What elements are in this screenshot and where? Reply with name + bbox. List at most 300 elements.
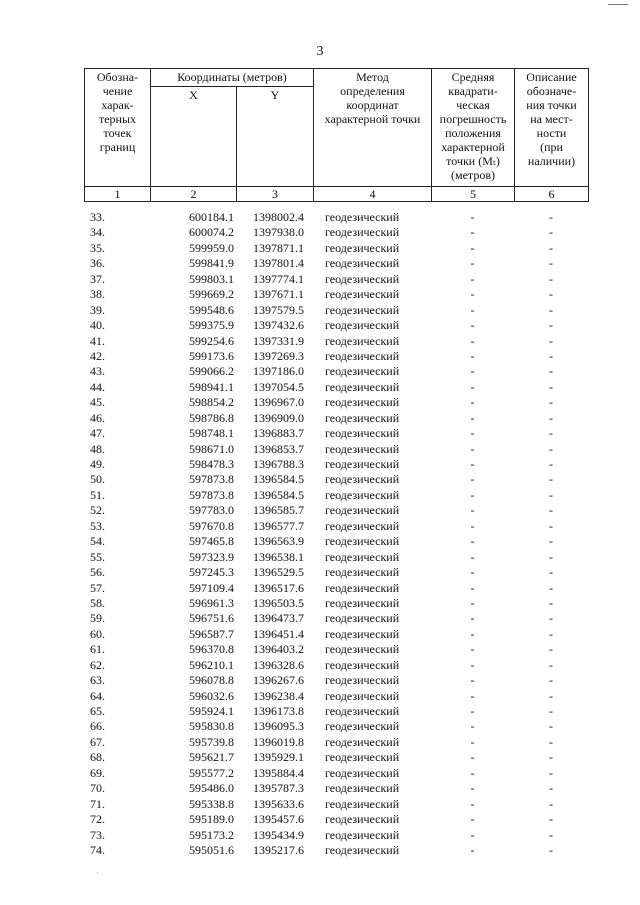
- cell-error-value: -: [470, 410, 475, 425]
- cell-coord-y: 1397871.1: [253, 240, 304, 255]
- cell-error-value: -: [470, 240, 475, 255]
- cell-point-number: 64.: [90, 688, 105, 703]
- cell-description: -: [549, 410, 553, 425]
- cell-point-number: 47.: [90, 426, 105, 441]
- table-row: [84, 395, 588, 410]
- cell-coord-x: 597783.0: [189, 503, 234, 518]
- table-row: [84, 303, 588, 318]
- cell-error-value: -: [470, 719, 475, 734]
- cell-error-value: -: [470, 534, 475, 549]
- cell-coord-y: 1396403.2: [253, 642, 304, 657]
- cell-point-number: 37.: [90, 271, 105, 286]
- cell-description: -: [549, 812, 553, 827]
- cell-method: геодезический: [325, 595, 400, 610]
- cell-point-number: 41.: [90, 333, 105, 348]
- cell-error-value: -: [470, 256, 475, 271]
- cell-method: геодезический: [325, 812, 400, 827]
- cell-point-number: 67.: [90, 734, 105, 749]
- cell-error-value: -: [470, 457, 475, 471]
- corner-scan-mark: [608, 4, 628, 5]
- cell-method: геодезический: [325, 796, 400, 811]
- cell-error-value: -: [470, 271, 475, 286]
- cell-coord-x: 596751.6: [189, 611, 234, 626]
- cell-error-value: -: [470, 595, 475, 610]
- cell-coord-y: 1396967.0: [253, 395, 304, 410]
- cell-point-number: 44.: [90, 379, 105, 394]
- cell-error-value: -: [470, 302, 475, 317]
- cell-description: -: [549, 518, 553, 533]
- cell-point-number: 43.: [90, 364, 105, 379]
- table-row: [84, 735, 588, 750]
- cell-coord-x: 599173.6: [189, 348, 234, 363]
- cell-point-number: 57.: [90, 580, 105, 595]
- cell-method: геодезический: [325, 271, 400, 286]
- header-mean-square-error: Средняя квадрати- ческая погрешность положения характерной точки (Mₜ) (метров): [432, 69, 515, 187]
- cell-coord-x: 595739.8: [189, 734, 234, 749]
- cell-error-value: -: [470, 565, 475, 580]
- cell-method: геодезический: [325, 487, 400, 502]
- cell-point-number: 49.: [90, 457, 105, 471]
- cell-method: геодезический: [325, 565, 400, 580]
- cell-error-value: -: [470, 518, 475, 533]
- cell-error-value: -: [470, 487, 475, 502]
- cell-description: -: [549, 395, 553, 410]
- cell-error-value: -: [470, 657, 475, 672]
- cell-method: геодезический: [325, 673, 400, 688]
- coordinates-table-body: [84, 210, 588, 858]
- cell-method: геодезический: [325, 240, 400, 255]
- column-number: 3: [237, 187, 314, 202]
- table-row: [84, 488, 588, 503]
- cell-error-value: -: [470, 750, 475, 765]
- cell-description: -: [549, 673, 553, 688]
- table-row: [84, 519, 588, 534]
- cell-coord-x: 599254.6: [189, 333, 234, 348]
- cell-coord-x: 596370.8: [189, 642, 234, 657]
- cell-description: -: [549, 704, 553, 718]
- cell-coord-x: 598478.3: [189, 457, 234, 471]
- cell-point-number: 73.: [90, 827, 105, 842]
- cell-error-value: -: [470, 781, 475, 796]
- cell-coord-x: 595830.8: [189, 719, 234, 734]
- cell-error-value: -: [470, 812, 475, 827]
- cell-coord-x: 598786.8: [189, 410, 234, 425]
- cell-coord-x: 599548.6: [189, 302, 234, 317]
- table-row: [84, 843, 588, 858]
- cell-method: геодезический: [325, 734, 400, 749]
- cell-method: геодезический: [325, 256, 400, 271]
- cell-coord-y: 1397269.3: [253, 348, 304, 363]
- cell-error-value: -: [470, 441, 475, 456]
- table-row: [84, 766, 588, 781]
- cell-coord-x: 597670.8: [189, 518, 234, 533]
- cell-coord-y: 1397432.6: [253, 318, 304, 333]
- cell-coord-x: 598748.1: [189, 426, 234, 441]
- cell-coord-y: 1395457.6: [253, 812, 304, 827]
- cell-coord-x: 598941.1: [189, 379, 234, 394]
- cell-method: геодезический: [325, 657, 400, 672]
- cell-coord-y: 1396517.6: [253, 580, 304, 595]
- table-row: [84, 642, 588, 657]
- cell-coord-y: 1398002.4: [253, 210, 304, 224]
- cell-method: геодезический: [325, 750, 400, 765]
- cell-coord-y: 1396585.7: [253, 503, 304, 518]
- cell-point-number: 40.: [90, 318, 105, 333]
- cell-point-number: 39.: [90, 302, 105, 317]
- cell-coord-y: 1397186.0: [253, 364, 304, 379]
- cell-coord-y: 1395884.4: [253, 765, 304, 780]
- cell-coord-y: 1395929.1: [253, 750, 304, 765]
- table-row: [84, 318, 588, 333]
- cell-description: -: [549, 595, 553, 610]
- cell-description: -: [549, 426, 553, 441]
- cell-description: -: [549, 796, 553, 811]
- cell-description: -: [549, 719, 553, 734]
- cell-point-number: 58.: [90, 595, 105, 610]
- table-row: [84, 673, 588, 688]
- table-row: [84, 472, 588, 487]
- cell-coord-y: 1395434.9: [253, 827, 304, 842]
- cell-coord-y: 1396909.0: [253, 410, 304, 425]
- cell-point-number: 65.: [90, 704, 105, 718]
- table-row: [84, 380, 588, 395]
- cell-point-number: 36.: [90, 256, 105, 271]
- table-row: [84, 658, 588, 673]
- cell-point-number: 69.: [90, 765, 105, 780]
- cell-coord-x: 596587.7: [189, 626, 234, 641]
- cell-method: геодезический: [325, 842, 400, 857]
- table-row: [84, 457, 588, 472]
- cell-point-number: 38.: [90, 287, 105, 302]
- table-row: [84, 256, 588, 271]
- cell-error-value: -: [470, 472, 475, 487]
- cell-method: геодезический: [325, 781, 400, 796]
- cell-error-value: -: [470, 626, 475, 641]
- cell-coord-x: 600074.2: [189, 225, 234, 240]
- cell-method: геодезический: [325, 688, 400, 703]
- cell-description: -: [549, 210, 553, 224]
- cell-method: геодезический: [325, 302, 400, 317]
- cell-method: геодезический: [325, 518, 400, 533]
- cell-error-value: -: [470, 827, 475, 842]
- table-row: [84, 503, 588, 518]
- cell-method: геодезический: [325, 426, 400, 441]
- header-point-designation: Обозна- чение харак- терных точек границ: [85, 69, 151, 187]
- cell-coord-x: 599669.2: [189, 287, 234, 302]
- cell-point-number: 51.: [90, 487, 105, 502]
- cell-error-value: -: [470, 503, 475, 518]
- cell-method: геодезический: [325, 472, 400, 487]
- cell-method: геодезический: [325, 379, 400, 394]
- header-method: Метод определения координат характерной точки: [314, 69, 432, 187]
- cell-description: -: [549, 333, 553, 348]
- table-row: [84, 611, 588, 626]
- cell-method: геодезический: [325, 210, 400, 224]
- cell-point-number: 56.: [90, 565, 105, 580]
- cell-description: -: [549, 642, 553, 657]
- cell-description: -: [549, 842, 553, 857]
- cell-error-value: -: [470, 688, 475, 703]
- cell-error-value: -: [470, 318, 475, 333]
- cell-coord-y: 1395217.6: [253, 842, 304, 857]
- table-row: [84, 704, 588, 719]
- cell-coord-y: 1396095.3: [253, 719, 304, 734]
- cell-method: геодезический: [325, 333, 400, 348]
- cell-point-number: 54.: [90, 534, 105, 549]
- cell-coord-x: 597245.3: [189, 565, 234, 580]
- cell-point-number: 74.: [90, 842, 105, 857]
- table-row: [84, 812, 588, 827]
- cell-point-number: 55.: [90, 549, 105, 564]
- cell-coord-y: 1396538.1: [253, 549, 304, 564]
- cell-description: -: [549, 580, 553, 595]
- cell-description: -: [549, 781, 553, 796]
- table-row: [84, 442, 588, 457]
- cell-coord-y: 1396788.3: [253, 457, 304, 471]
- cell-error-value: -: [470, 210, 475, 224]
- table-row: [84, 241, 588, 256]
- cell-point-number: 33.: [90, 210, 105, 224]
- cell-coord-y: 1396473.7: [253, 611, 304, 626]
- table-row: [84, 719, 588, 734]
- cell-point-number: 63.: [90, 673, 105, 688]
- cell-point-number: 60.: [90, 626, 105, 641]
- cell-coord-y: 1396577.7: [253, 518, 304, 533]
- cell-coord-x: 597109.4: [189, 580, 234, 595]
- table-row: [84, 550, 588, 565]
- cell-coord-y: 1397671.1: [253, 287, 304, 302]
- cell-coord-x: 595924.1: [189, 704, 234, 718]
- table-row: [84, 225, 588, 240]
- cell-coord-x: 595486.0: [189, 781, 234, 796]
- cell-point-number: 46.: [90, 410, 105, 425]
- cell-coord-y: 1397801.4: [253, 256, 304, 271]
- cell-point-number: 59.: [90, 611, 105, 626]
- cell-description: -: [549, 734, 553, 749]
- table-row: [84, 627, 588, 642]
- cell-point-number: 61.: [90, 642, 105, 657]
- coordinates-table-header: [84, 68, 589, 202]
- cell-point-number: 35.: [90, 240, 105, 255]
- cell-coord-y: 1396853.7: [253, 441, 304, 456]
- cell-description: -: [549, 225, 553, 240]
- cell-point-number: 71.: [90, 796, 105, 811]
- cell-method: геодезический: [325, 457, 400, 471]
- cell-description: -: [549, 688, 553, 703]
- cell-method: геодезический: [325, 364, 400, 379]
- table-row: [84, 272, 588, 287]
- cell-error-value: -: [470, 642, 475, 657]
- cell-description: -: [549, 549, 553, 564]
- table-row: [84, 828, 588, 843]
- cell-point-number: 70.: [90, 781, 105, 796]
- cell-description: -: [549, 503, 553, 518]
- cell-coord-y: 1396584.5: [253, 487, 304, 502]
- table-row: [84, 210, 588, 225]
- cell-error-value: -: [470, 549, 475, 564]
- cell-point-number: 34.: [90, 225, 105, 240]
- cell-point-number: 45.: [90, 395, 105, 410]
- cell-error-value: -: [470, 379, 475, 394]
- cell-description: -: [549, 364, 553, 379]
- cell-description: -: [549, 626, 553, 641]
- table-row: [84, 689, 588, 704]
- cell-description: -: [549, 827, 553, 842]
- column-number: 2: [151, 187, 237, 202]
- cell-coord-x: 599803.1: [189, 271, 234, 286]
- cell-description: -: [549, 565, 553, 580]
- cell-error-value: -: [470, 611, 475, 626]
- column-number: 5: [432, 187, 515, 202]
- header-y: Y: [237, 87, 314, 187]
- cell-method: геодезический: [325, 719, 400, 734]
- cell-point-number: 42.: [90, 348, 105, 363]
- cell-error-value: -: [470, 580, 475, 595]
- cell-coord-y: 1395633.6: [253, 796, 304, 811]
- cell-description: -: [549, 348, 553, 363]
- cell-coord-y: 1397579.5: [253, 302, 304, 317]
- cell-error-value: -: [470, 395, 475, 410]
- cell-point-number: 53.: [90, 518, 105, 533]
- cell-method: геодезический: [325, 704, 400, 718]
- cell-error-value: -: [470, 734, 475, 749]
- cell-coord-x: 595189.0: [189, 812, 234, 827]
- table-row: [84, 534, 588, 549]
- cell-error-value: -: [470, 673, 475, 688]
- cell-method: геодезический: [325, 580, 400, 595]
- table-row: [84, 781, 588, 796]
- cell-coord-y: 1396238.4: [253, 688, 304, 703]
- cell-error-value: -: [470, 426, 475, 441]
- table-row: [84, 411, 588, 426]
- cell-description: -: [549, 302, 553, 317]
- column-number: 4: [314, 187, 432, 202]
- cell-point-number: 72.: [90, 812, 105, 827]
- cell-coord-x: 599959.0: [189, 240, 234, 255]
- cell-method: геодезический: [325, 287, 400, 302]
- cell-coord-x: 599066.2: [189, 364, 234, 379]
- cell-error-value: -: [470, 364, 475, 379]
- table-row: [84, 565, 588, 580]
- cell-method: геодезический: [325, 318, 400, 333]
- cell-method: геодезический: [325, 611, 400, 626]
- cell-description: -: [549, 534, 553, 549]
- cell-method: геодезический: [325, 642, 400, 657]
- cell-coord-x: 597873.8: [189, 472, 234, 487]
- cell-coord-x: 597873.8: [189, 487, 234, 502]
- cell-description: -: [549, 379, 553, 394]
- cell-coord-y: 1397331.9: [253, 333, 304, 348]
- cell-coord-y: 1396173.8: [253, 704, 304, 718]
- cell-description: -: [549, 287, 553, 302]
- cell-coord-x: 600184.1: [189, 210, 234, 224]
- cell-coord-y: 1396267.6: [253, 673, 304, 688]
- cell-method: геодезический: [325, 549, 400, 564]
- table-row: [84, 334, 588, 349]
- table-row: [84, 581, 588, 596]
- cell-point-number: 68.: [90, 750, 105, 765]
- cell-method: геодезический: [325, 225, 400, 240]
- cell-coord-x: 597465.8: [189, 534, 234, 549]
- cell-point-number: 50.: [90, 472, 105, 487]
- cell-method: геодезический: [325, 441, 400, 456]
- table-row: [84, 426, 588, 441]
- cell-description: -: [549, 487, 553, 502]
- cell-description: -: [549, 271, 553, 286]
- cell-description: -: [549, 765, 553, 780]
- cell-description: -: [549, 318, 553, 333]
- cell-method: геодезический: [325, 827, 400, 842]
- cell-coord-x: 595621.7: [189, 750, 234, 765]
- cell-coord-x: 595173.2: [189, 827, 234, 842]
- table-row: [84, 364, 588, 379]
- table-row: [84, 349, 588, 364]
- cell-error-value: -: [470, 225, 475, 240]
- cell-coord-y: 1396883.7: [253, 426, 304, 441]
- cell-error-value: -: [470, 348, 475, 363]
- cell-error-value: -: [470, 704, 475, 718]
- footer-mark: ·: [96, 868, 99, 878]
- cell-point-number: 66.: [90, 719, 105, 734]
- cell-coord-x: 596032.6: [189, 688, 234, 703]
- cell-description: -: [549, 750, 553, 765]
- cell-coord-y: 1397054.5: [253, 379, 304, 394]
- cell-method: геодезический: [325, 348, 400, 363]
- cell-coord-x: 595051.6: [189, 842, 234, 857]
- cell-point-number: 52.: [90, 503, 105, 518]
- cell-description: -: [549, 441, 553, 456]
- cell-method: геодезический: [325, 410, 400, 425]
- header-point-description: Описание обозначе- ния точки на мест- ности (при наличии): [515, 69, 589, 187]
- table-row: [84, 287, 588, 302]
- cell-error-value: -: [470, 287, 475, 302]
- cell-coord-x: 598671.0: [189, 441, 234, 456]
- cell-coord-x: 598854.2: [189, 395, 234, 410]
- cell-method: геодезический: [325, 626, 400, 641]
- page-number: 3: [316, 44, 324, 59]
- cell-description: -: [549, 457, 553, 471]
- cell-coord-y: 1397938.0: [253, 225, 304, 240]
- cell-method: геодезический: [325, 534, 400, 549]
- cell-description: -: [549, 657, 553, 672]
- cell-error-value: -: [470, 765, 475, 780]
- cell-description: -: [549, 472, 553, 487]
- cell-method: геодезический: [325, 765, 400, 780]
- cell-coord-y: 1397774.1: [253, 271, 304, 286]
- column-number: 6: [515, 187, 589, 202]
- cell-coord-x: 599375.9: [189, 318, 234, 333]
- cell-description: -: [549, 240, 553, 255]
- cell-coord-y: 1396503.5: [253, 595, 304, 610]
- table-row: [84, 797, 588, 812]
- column-number: 1: [85, 187, 151, 202]
- cell-coord-y: 1396451.4: [253, 626, 304, 641]
- cell-coord-x: 599841.9: [189, 256, 234, 271]
- cell-coord-x: 596078.8: [189, 673, 234, 688]
- cell-description: -: [549, 611, 553, 626]
- cell-coord-x: 595338.8: [189, 796, 234, 811]
- cell-description: -: [549, 256, 553, 271]
- cell-coord-y: 1396563.9: [253, 534, 304, 549]
- header-x: X: [151, 87, 237, 187]
- cell-error-value: -: [470, 333, 475, 348]
- cell-coord-y: 1396529.5: [253, 565, 304, 580]
- table-row: [84, 750, 588, 765]
- cell-point-number: 48.: [90, 441, 105, 456]
- cell-coord-x: 596210.1: [189, 657, 234, 672]
- header-column-numbers: [85, 187, 589, 202]
- cell-coord-x: 595577.2: [189, 765, 234, 780]
